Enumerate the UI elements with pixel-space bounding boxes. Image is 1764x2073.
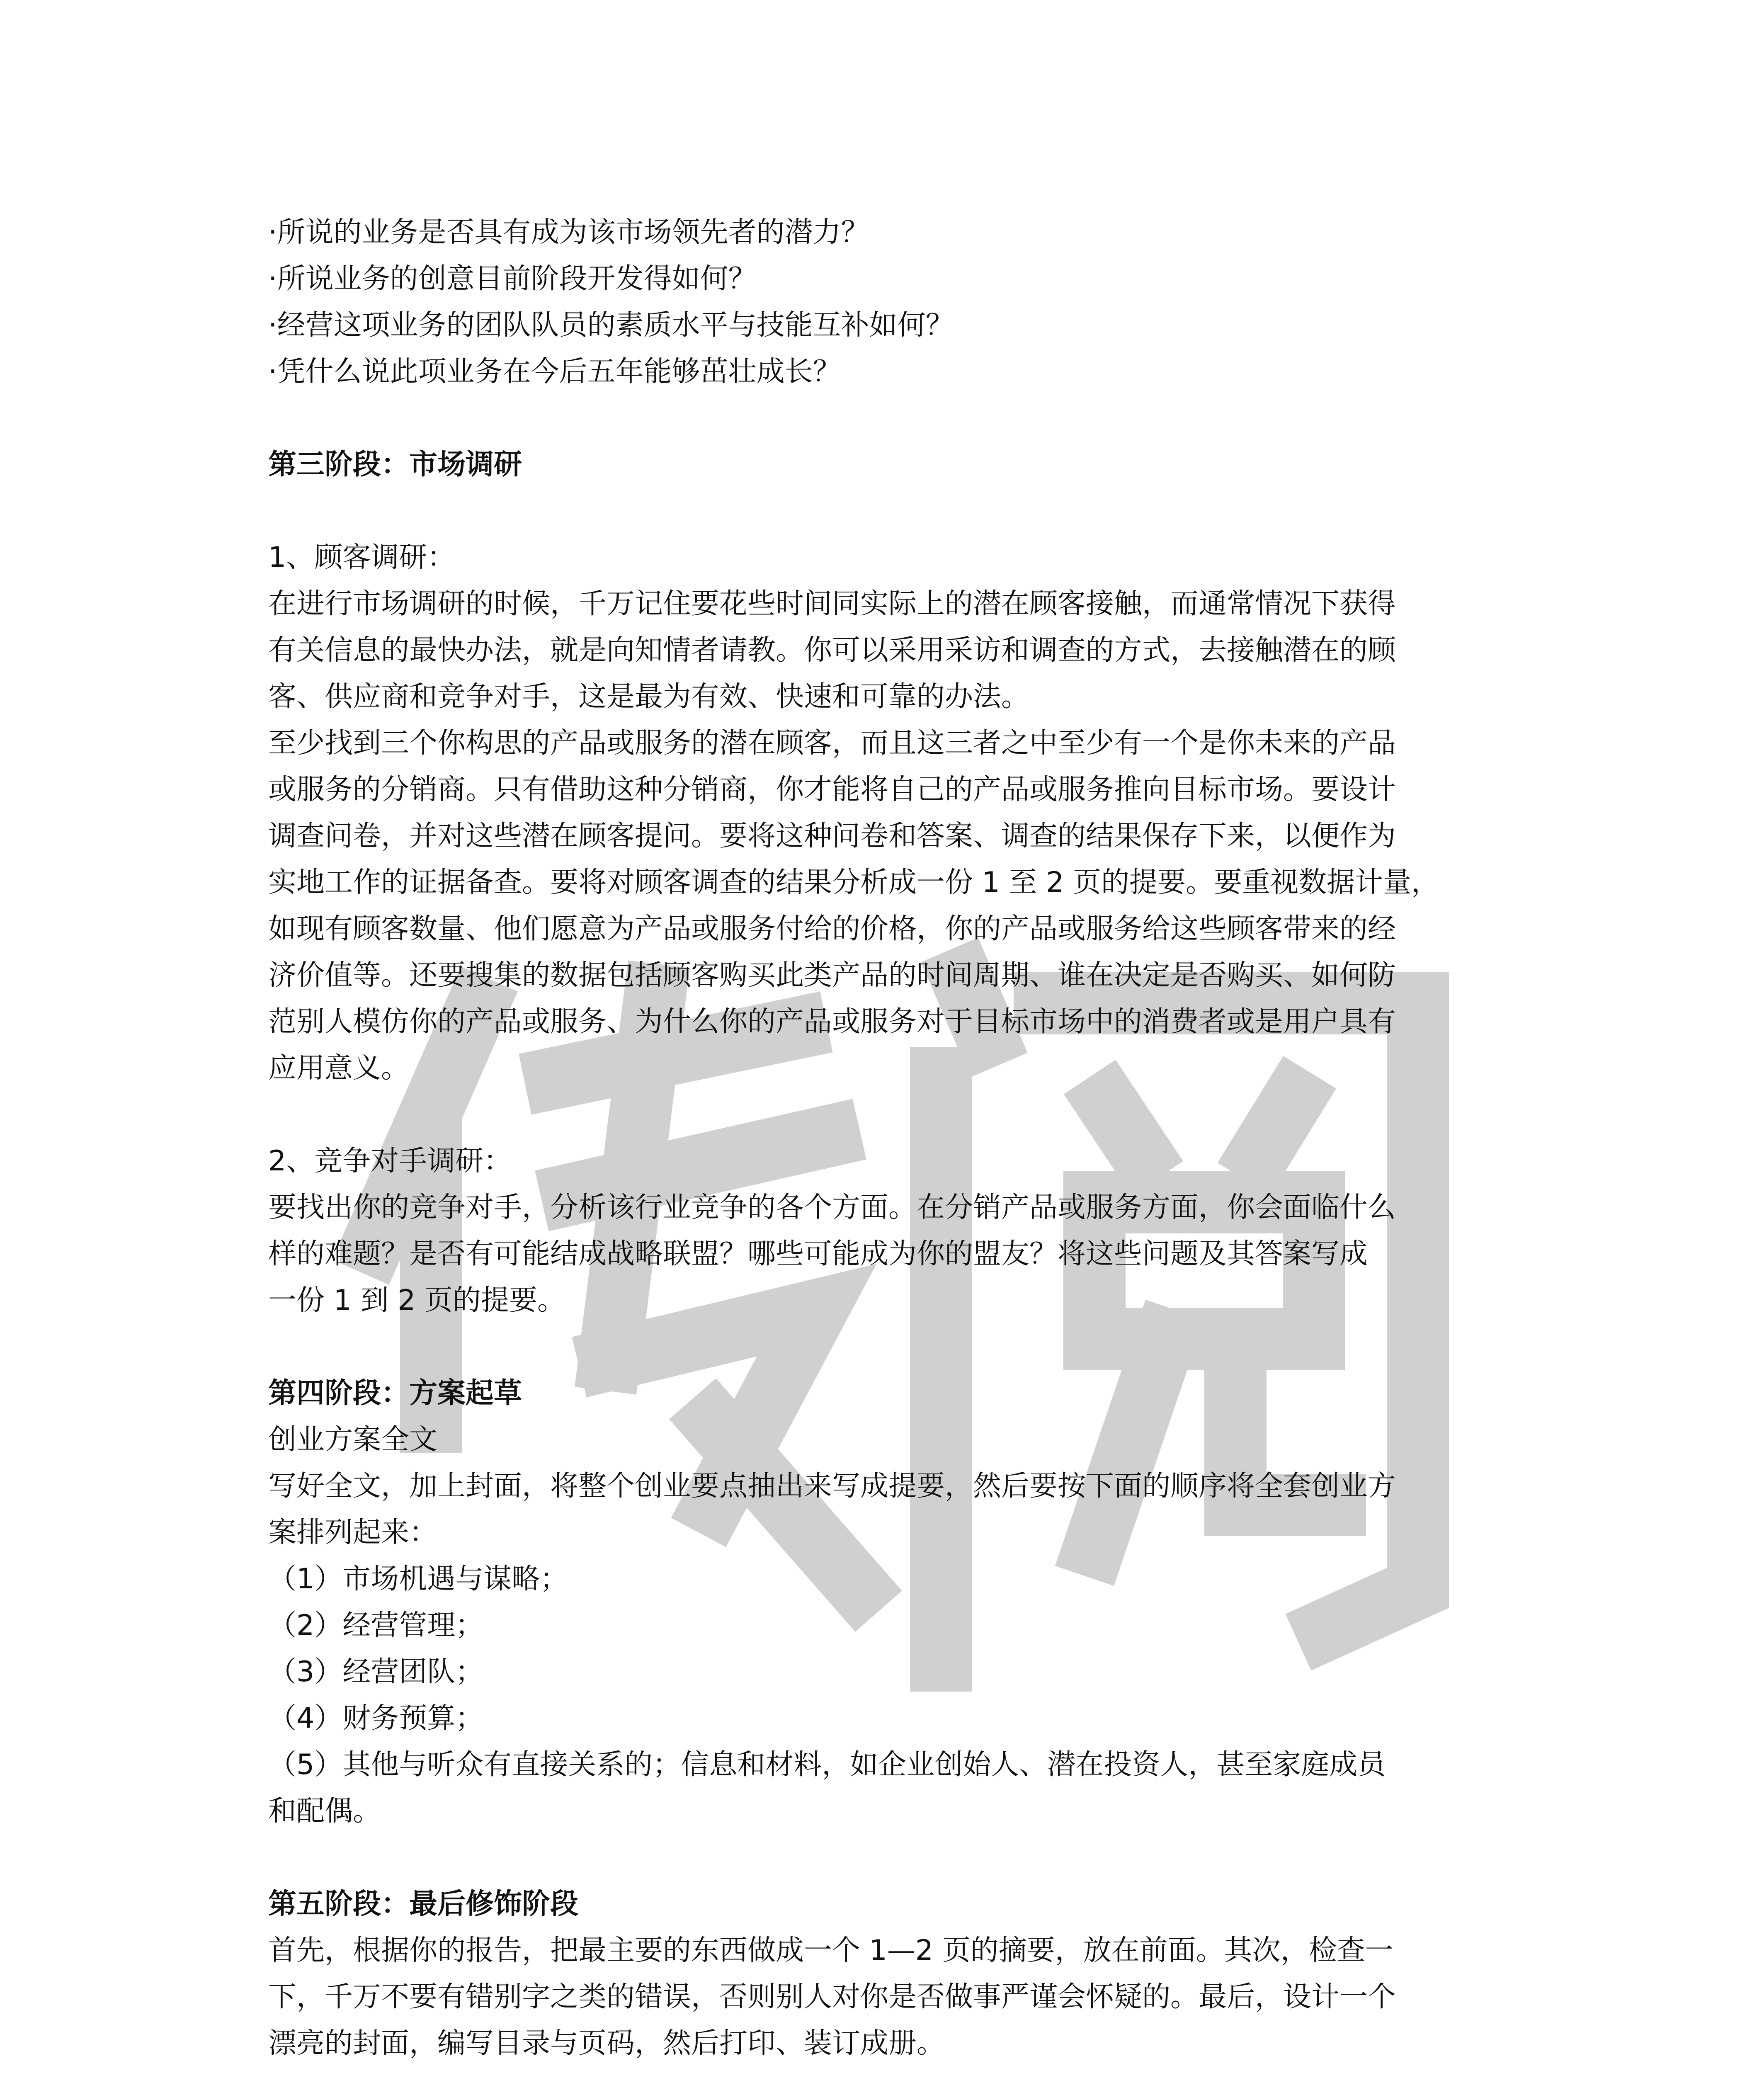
question-list: [268, 209, 1512, 395]
stage3-heading: 第三阶段：市场调研: [268, 448, 522, 481]
list-item: （1）市场机遇与谋略；: [268, 1563, 568, 1595]
paragraph-line: 客、供应商和竞争对手，这是最为有效、快速和可靠的办法。: [268, 680, 1030, 713]
paragraph-line: 一份 1 到 2 页的提要。: [268, 1284, 565, 1317]
question-item: ·凭什么说此项业务在今后五年能够茁壮成长？: [268, 355, 841, 388]
stage4-paragraph: [268, 1463, 1512, 1556]
paragraph-line: 有关信息的最快办法，就是向知情者请教。你可以采用采访和调查的方式，去接触潜在的顾: [268, 634, 1396, 667]
list-item: （2）经营管理；: [268, 1609, 484, 1642]
list-item-continuation: 和配偶。: [268, 1795, 381, 1828]
stage3-sub1-paragraph-1: [268, 581, 1512, 720]
paragraph-line: 实地工作的证据备查。要将对顾客调查的结果分析成一份 1 至 2 页的提要。要重视数据计量，: [268, 866, 1439, 899]
paragraph-line: 样的难题？是否有可能结成战略联盟？哪些可能成为你的盟友？将这些问题及其答案写成: [268, 1238, 1368, 1270]
paragraph-line: 写好全文，加上封面，将整个创业要点抽出来写成提要，然后要按下面的顺序将全套创业方: [268, 1470, 1396, 1503]
paragraph-line: 调查问卷，并对这些潜在顾客提问。要将这种问卷和答案、调查的结果保存下来，以便作为: [268, 820, 1396, 852]
spacer: [268, 1835, 1512, 1881]
paragraph-line: 范别人模仿你的产品或服务、为什么你的产品或服务对于目标市场中的消费者或是用户具有: [268, 1005, 1396, 1038]
question-item: ·所说的业务是否具有成为该市场领先者的潜力？: [268, 216, 869, 249]
paragraph-line: 下，千万不要有错别字之类的错误，否则别人对你是否做事严谨会怀疑的。最后，设计一个: [268, 1981, 1396, 2013]
paragraph-line: 如现有顾客数量、他们愿意为产品或服务付给的价格，你的产品或服务给这些顾客带来的经: [268, 913, 1396, 945]
stage5-paragraph: [268, 1927, 1512, 2067]
paragraph-line: 至少找到三个你构思的产品或服务的潜在顾客，而且这三者之中至少有一个是你未来的产品: [268, 727, 1396, 760]
document-body: [268, 209, 1512, 2073]
spacer: [268, 1324, 1512, 1370]
paragraph-line: 首先，根据你的报告，把最主要的东西做成一个 1—2 页的摘要，放在前面。其次，检查一: [268, 1934, 1393, 1967]
list-item: （3）经营团队；: [268, 1655, 484, 1688]
stage4-list: [268, 1556, 1512, 1835]
spacer: [268, 2067, 1512, 2073]
paragraph-line: 案排列起来：: [268, 1516, 438, 1549]
list-item: （5）其他与听众有直接关系的；信息和材料，如企业创始人、潜在投资人，甚至家庭成员: [268, 1748, 1386, 1781]
question-item: ·经营这项业务的团队队员的素质水平与技能互补如何？: [268, 309, 954, 342]
stage4-heading: 第四阶段：方案起草: [268, 1377, 522, 1410]
stage3-sub2-title: 2、竞争对手调研：: [268, 1145, 512, 1177]
paragraph-line: 要找出你的竞争对手，分析该行业竞争的各个方面。在分销产品或服务方面，你会面临什么: [268, 1191, 1396, 1224]
question-item: ·所说业务的创意目前阶段开发得如何？: [268, 262, 757, 295]
paragraph-line: 应用意义。: [268, 1052, 410, 1085]
stage3-sub1-paragraph-2: [268, 720, 1512, 1092]
spacer: [268, 1092, 1512, 1138]
paragraph-line: 漂亮的封面，编写目录与页码，然后打印、装订成册。: [268, 2027, 945, 2060]
spacer: [268, 395, 1512, 442]
paragraph-line: 在进行市场调研的时候，千万记住要花些时间同实际上的潜在顾客接触，而通常情况下获得: [268, 587, 1396, 620]
stage3-sub1-title: 1、顾客调研：: [268, 541, 456, 574]
paragraph-line: 济价值等。还要搜集的数据包括顾客购买此类产品的时间周期、谁在决定是否购买、如何防: [268, 959, 1396, 992]
stage4-subtitle: 创业方案全文: [268, 1423, 438, 1456]
paragraph-line: 或服务的分销商。只有借助这种分销商，你才能将自己的产品或服务推向目标市场。要设计: [268, 773, 1396, 806]
spacer: [268, 488, 1512, 534]
stage3-sub2-paragraph: [268, 1185, 1512, 1324]
stage5-heading: 第五阶段：最后修饰阶段: [268, 1888, 579, 1920]
list-item: （4）财务预算；: [268, 1702, 484, 1735]
